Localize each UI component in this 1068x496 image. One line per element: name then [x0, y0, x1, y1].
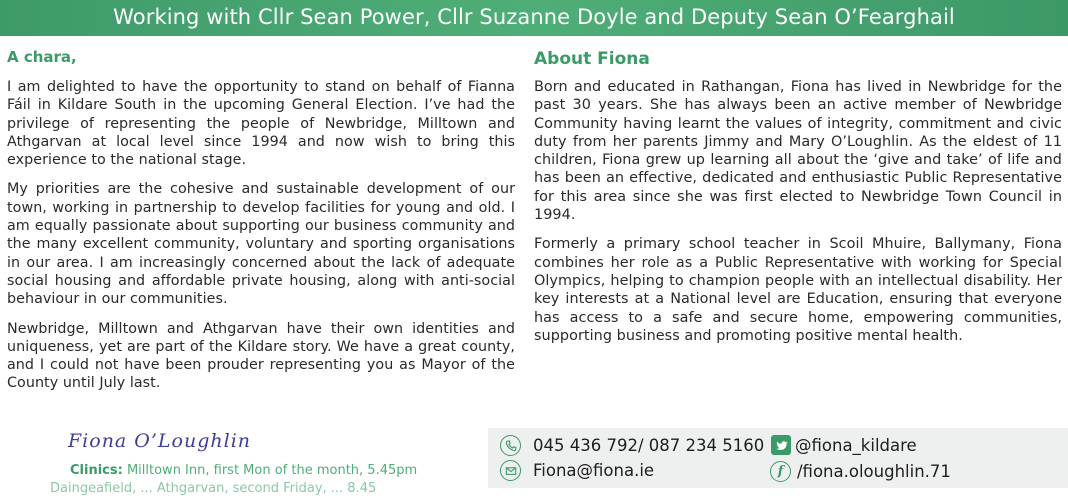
clinics-line [70, 463, 417, 478]
about-column [534, 46, 1062, 356]
contact-panel [488, 428, 1068, 488]
phone-numbers[interactable]: 045 436 792/ 087 234 5160 [533, 436, 765, 455]
about-paragraph: Born and educated in Rathangan, Fiona has lived in Newbridge for the past 30 years. She has always been an active member of Newbridge Community having learnt the values of integrity, commitment and civic duty from her parents Jimmy and Mary O’Loughlin. As the eldest of 11 children, Fiona grew up learning all about the ‘give and take’ of life and has been an effective, dedicated and enthusiastic Public Representative for this area since she was first elected to Newbridge Town Council in 1994. [534, 79, 1062, 224]
facebook-icon: f [770, 461, 791, 482]
email-icon [500, 460, 521, 481]
twitter-icon [771, 435, 791, 455]
twitter-handle[interactable]: @fiona_kildare [795, 435, 917, 455]
letter-paragraph: Newbridge, Milltown and Athgarvan have their own identities and uniqueness, yet are part of the Kildare story. We have a great county, and I could not have been prouder representing you as Mayor of the County until July last. [7, 320, 515, 392]
clinics-detail: Milltown Inn, first Mon of the month, 5.45pm [126, 463, 418, 478]
clinics-label: Clinics: [70, 463, 123, 478]
signature: Fiona O’Loughlin [68, 430, 252, 452]
clinics-line-secondary: Daingeafield, ... Athgarvan, second Friday, ... 8.45 [50, 481, 377, 496]
about-heading: About Fiona [534, 49, 650, 69]
facebook-row [770, 461, 951, 482]
phone-icon [500, 435, 521, 456]
about-paragraph: Formerly a primary school teacher in Scoil Mhuire, Ballymany, Fiona combines her role as a Public Representative with working for Special Olympics, helping to champion people with an intellectual disability. Her key interests at a National level are Education, ensuring that everyone has access to a safe and secure home, empowering communities, supporting business and promoting positive mental health. [534, 236, 1062, 344]
page-banner: Working with Cllr Sean Power, Cllr Suzanne Doyle and Deputy Sean O’Fearghail [0, 0, 1068, 36]
phone-row [500, 435, 764, 456]
letter-paragraph: My priorities are the cohesive and sustainable development of our town, working in partnership to develop facilities for young and old. I am equally passionate about supporting our business community and the many excellent community, voluntary and sporting organisations in our area. I am increasingly concerned about the lack of adequate social housing and affordable private housing, along with anti-social behaviour in our communities. [7, 181, 515, 308]
twitter-row [771, 435, 917, 455]
letter-greeting: A chara, [7, 48, 77, 66]
letter-column [7, 46, 515, 404]
letter-paragraph: I am delighted to have the opportunity to stand on behalf of Fianna Fáil in Kildare South in the upcoming General Election. I’ve had the privilege of representing the people of Newbridge, Milltown and Athgarvan at local level since 1994 and now wish to bring this experience to the national stage. [7, 79, 515, 169]
facebook-page[interactable]: /fiona.oloughlin.71 [797, 462, 951, 481]
email-address[interactable]: Fiona@fiona.ie [533, 461, 655, 480]
email-row [500, 460, 654, 481]
